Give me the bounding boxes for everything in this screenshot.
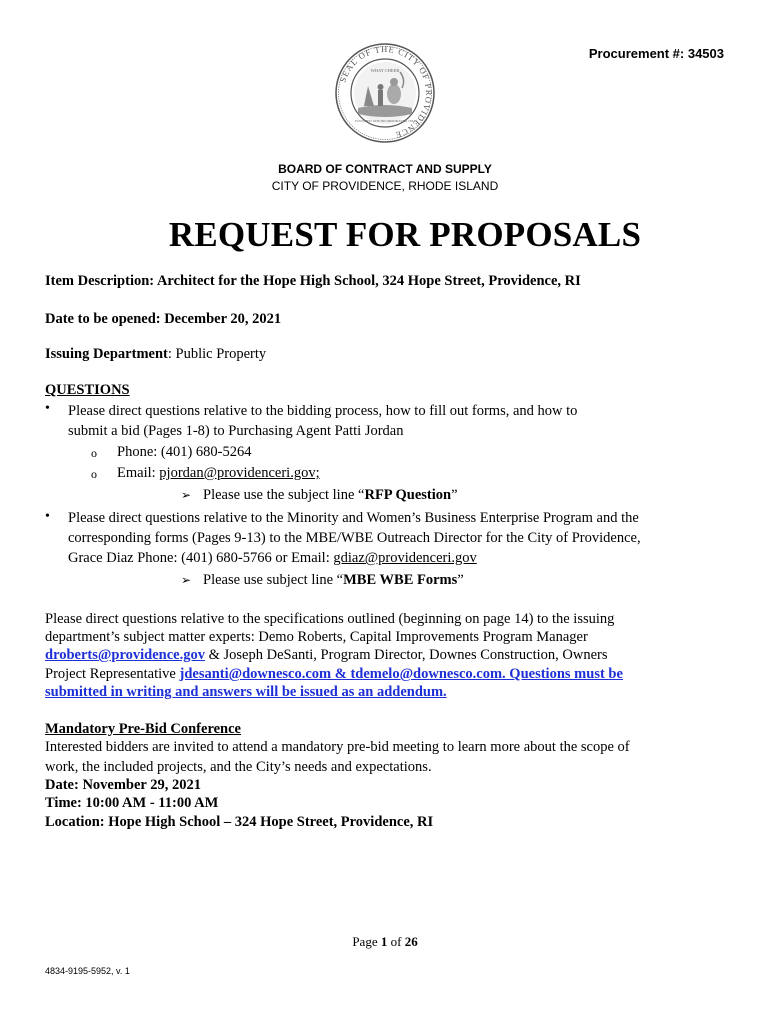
prebid-date: Date: November 29, 2021 — [45, 777, 201, 793]
questions-bullet2-line1: Please direct questions relative to the Minority and Women’s Business Enterprise Program and the — [68, 510, 639, 526]
email-jordan-link[interactable]: pjordan@providenceri.gov; — [159, 465, 320, 481]
email-diaz-link[interactable]: gdiaz@providenceri.gov — [333, 550, 477, 566]
board-subtitle: CITY OF PROVIDENCE, RHODE ISLAND — [271, 179, 499, 193]
board-title: BOARD OF CONTRACT AND SUPPLY — [278, 162, 492, 176]
b2-line3-prefix: Grace Diaz Phone: (401) 680-5766 or Email: — [68, 550, 334, 566]
specs-line3 — [45, 646, 608, 665]
seal-motto: WHAT CHEER — [370, 68, 400, 73]
page-title: REQUEST FOR PROPOSALS — [168, 215, 642, 254]
subject1-bold: RFP Question — [364, 487, 452, 503]
subject1-suffix: ” — [451, 487, 458, 503]
subject1-prefix: Please use the subject line “ — [203, 487, 365, 503]
bullet-icon: • — [45, 401, 50, 416]
procurement-number: Procurement #: 34503 — [588, 46, 724, 61]
subject-line-rfp — [203, 486, 458, 505]
circle-bullet-icon: o — [91, 446, 97, 460]
specs-line4 — [45, 665, 623, 684]
bullet-icon: • — [45, 509, 50, 524]
city-seal-icon — [334, 42, 436, 144]
specs-line2: department’s subject matter experts: Demo Roberts, Capital Improvements Program Manager — [45, 629, 588, 645]
date-opened: Date to be opened: December 20, 2021 — [45, 311, 282, 327]
document-id: 4834-9195-5952, v. 1 — [45, 966, 130, 976]
arrow-bullet-icon: ➢ — [181, 573, 192, 587]
subject-line-mbe — [203, 571, 464, 590]
email-jordan-line — [117, 464, 320, 483]
prebid-heading: Mandatory Pre-Bid Conference — [45, 721, 241, 737]
email-roberts-link[interactable]: droberts@providence.gov — [45, 647, 205, 663]
item-description: Item Description: Architect for the Hope High School, 324 Hope Street, Providence, RI — [45, 273, 581, 289]
page-total: 26 — [404, 934, 418, 949]
issuing-value: : Public Property — [167, 346, 267, 362]
questions-bullet2-line2: corresponding forms (Pages 9-13) to the MBE/WBE Outreach Director for the City of Providence, — [68, 530, 641, 546]
prebid-location: Location: Hope High School – 324 Hope Street, Providence, RI — [45, 814, 434, 830]
email-prefix: Email: — [117, 465, 160, 481]
seal-ring-text: SEAL OF THE CITY OF PROVIDENCE — [337, 43, 435, 141]
page-current: 1 — [380, 934, 388, 949]
circle-bullet-icon: o — [91, 467, 97, 481]
addendum-note-link[interactable]: submitted in writing and answers will be issued as an addendum. — [45, 684, 447, 700]
phone-jordan: Phone: (401) 680-5264 — [117, 444, 252, 460]
specs-line4-prefix: Project Representative — [45, 666, 180, 682]
specs-line3-rest: & Joseph DeSanti, Program Director, Downes Construction, Owners — [204, 647, 608, 663]
page-prefix: Page — [352, 934, 381, 949]
arrow-bullet-icon: ➢ — [181, 488, 192, 502]
specs-line5 — [45, 683, 447, 702]
prebid-line2: work, the included projects, and the City’s needs and expectations. — [45, 759, 432, 775]
page-of: of — [387, 934, 405, 949]
questions-bullet1-line1: Please direct questions relative to the bidding process, how to fill out forms, and how to — [68, 403, 578, 419]
subject2-bold: MBE WBE Forms — [343, 572, 458, 588]
subject2-prefix: Please use subject line “ — [203, 572, 344, 588]
questions-heading: QUESTIONS — [45, 382, 130, 398]
prebid-line1: Interested bidders are invited to attend a mandatory pre-bid meeting to learn more about the scope of — [45, 739, 630, 755]
specs-line1: Please direct questions relative to the specifications outlined (beginning on page 14) to the issuing — [45, 611, 615, 627]
seal-date: FOUNDED 1636 INCORPORATED 1832 — [355, 119, 415, 123]
page-number — [0, 934, 770, 950]
email-desanti-demelo-link[interactable]: jdesanti@downesco.com & tdemelo@downesco.com. Questions must be — [179, 666, 623, 682]
issuing-department — [45, 345, 266, 364]
issuing-label: Issuing Department — [45, 346, 168, 362]
questions-bullet1-line2: submit a bid (Pages 1-8) to Purchasing Agent Patti Jordan — [68, 423, 404, 439]
prebid-time: Time: 10:00 AM - 11:00 AM — [45, 795, 219, 811]
subject2-suffix: ” — [457, 572, 464, 588]
questions-bullet2-line3 — [68, 549, 477, 568]
